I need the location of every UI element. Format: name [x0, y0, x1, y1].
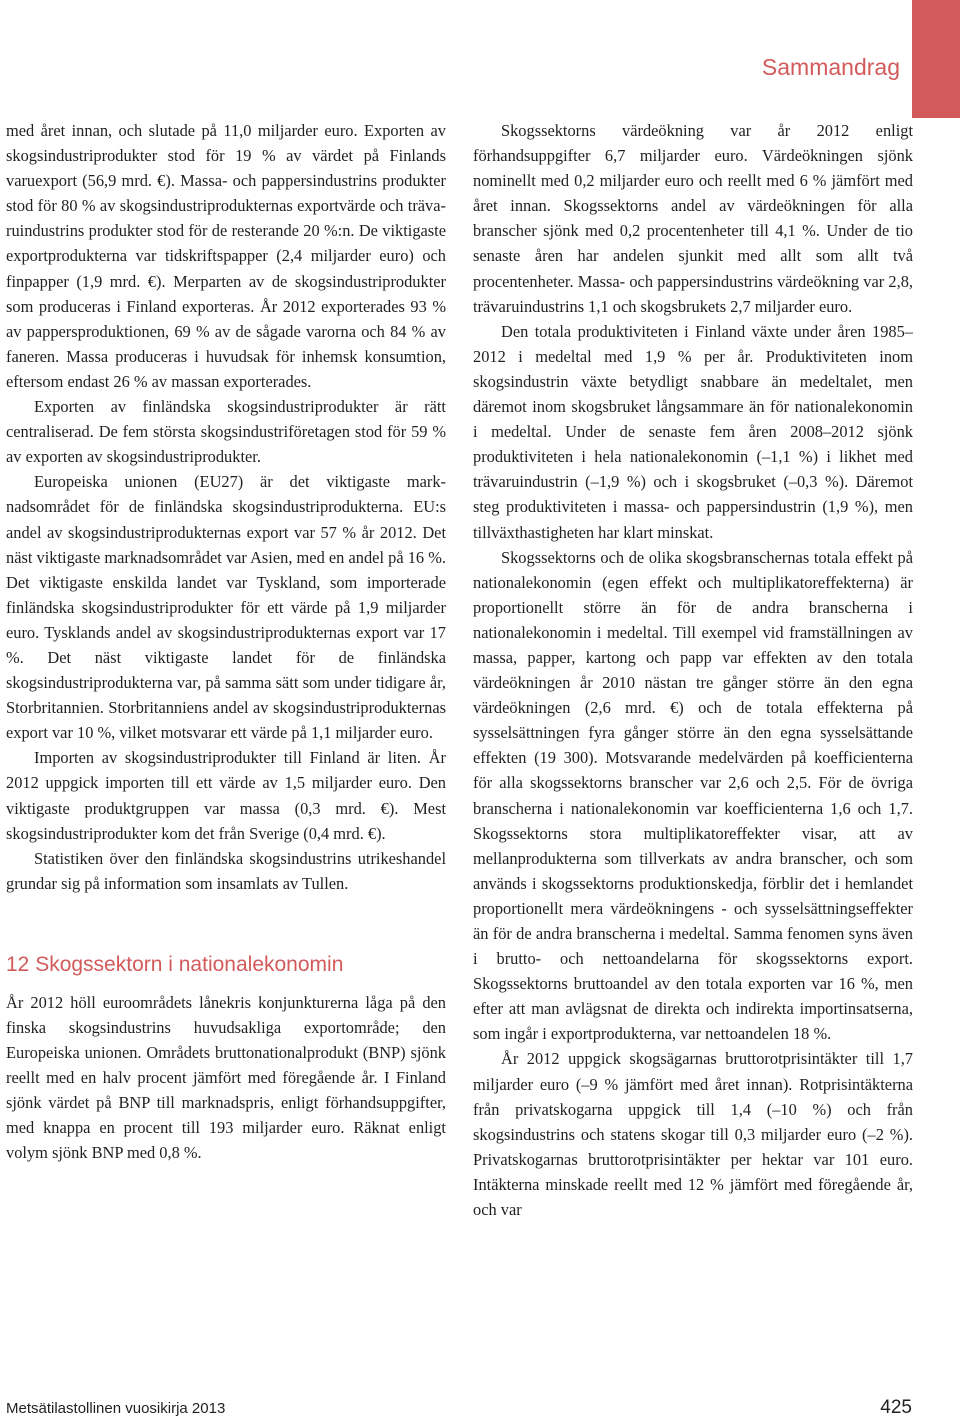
publication-title: Metsätilastollinen vuosikirja 2013 [6, 1400, 226, 1417]
paragraph: År 2012 uppgick skogsägarnas bruttorotprisintäkter till 1,7 miljarder euro (–9 % jämfört med året innan). Rotprisintäkterna från privatskogarna uppgick till 1,4 (–10 %) och från skogsindustrins och statens skogar till 0,3 miljarder euro (–2 %). Privatskogarnas bruttorotprisintäkter per hektar var 101 euro. Intäkterna minskade reellt med 12 % jämfört med föregående år, och var [473, 1049, 913, 1220]
page-number: 425 [880, 1397, 912, 1418]
paragraph: Statistiken över den finländska skogsindustrins utrikeshandel grundar sig på information som insamlats av Tullen. [6, 848, 446, 893]
left-column [6, 118, 446, 1166]
paragraph: Den totala produktiviteten i Finland växte under åren 1985–2012 i medeltal med 1,9 % per år. Produktiviteten inom skogsindustrin växte betydligt snabbare än medeltalet, men däremot inom skogsbruket långsammare än för nationalekonomin i medeltal. Under de senaste fem åren 2008–2012 sjönk produktiviteten i hela nationalekonomin (–1,1 %) i likhet med trävaruindustrin (–1,9 %) och i skogsbruket (–0,3 %). Däremot steg produktiviteten i massa- och pappersindustrin (1,9 %), men tillväxthastigheten har klart minskat. [473, 321, 913, 542]
paragraph: Skogssektorns värdeökning var år 2012 enligt förhandsuppgifter 6,7 miljarder euro. Värdeökningen sjönk nominellt med 0,2 miljarder euro och reellt med 6 % jämfört med året innan. Skogssektorns andel av värdeökningen för alla branscher sjönk med 0,2 procentenheter till 4,1 %. Under de tio senaste åren har andelen sjunkit med allt som allt två procentenheter. Massa- och pappersindustrins värdeökning var 2,8, trävaruindustrins 1,1 och skogsbrukets 2,7 miljarder euro. [473, 121, 913, 316]
paragraph: Skogssektorns och de olika skogsbranschernas totala effekt på nationalekonomin (egen effekt och multiplikatoreffekterna) är proportionellt större än för de andra branscherna i nationalekonomin i medeltal. Till exempel vid framställningen av massa, papper, kartong och papp var effekten av den totala värdeökningen år 2010 nästan tre gånger större än den egna värdeökningen (2,6 mrd. €) och de totala effekterna på sysselsättningen fyra gånger större än den egna sysselsättande effekten (19 300). Motsvarande medelvärden på koefficienterna för alla skogssektorns branscher var 2,6 och 2,5. För de övriga branscherna i nationalekonomin var koefficienterna 1,6 och 1,7. Skogssektorns stora multiplikatoreffekter visar, att av mellanprodukterna som tillverkats av andra branscher, och som används i skogssektorns produktionskedja, förblir det i hemlandet proportionellt mera värdeökningens - och sysselsättningseffekter än för de andra branscherna i medeltal. Samma fenomen syns även i brutto- och nettoandelarna för skogssektorns export. Skogssektorns bruttoandel av den totala exporten var 16 %, men efter att man avlägsnat de direkta och indirekta importinsatserna, som ingår i exportprodukterna, var nettoandelen 18 %. [473, 547, 913, 1044]
paragraph: Europeiska unionen (EU27) är det viktigaste marknadsområdet för de finländska skogsindustriprodukterna. EU:s andel av skogsindustriprodukternas export var 57 % år 2012. Det näst viktigaste marknadsområdet var Asien, med en andel på 16 %. Det viktigaste enskilda landet var Tyskland, som importerade finländska skogsindustriprodukter för ett värde på 1,9 miljarder euro. Tysklands andel av skogsindustriprodukternas export var 17 %. Det näst viktigaste landet för de finländska skogsindustriprodukterna var, på samma sätt som under tidigare år, Storbritannien. Storbritanniens andel av skogsindustriprodukternas export var 10 %, vilket motsvarar ett värde på 1,1 miljarder euro. [6, 472, 446, 743]
paragraph: Exporten av finländska skogsindustriprodukter är rätt centraliserad. De fem största skogsindustriföretagen stod för 59 % av exporten av skogsindustriprodukter. [6, 397, 446, 467]
section-label: Sammandrag [761, 54, 900, 80]
section-color-tab [912, 0, 960, 118]
page-footer [6, 1397, 912, 1419]
paragraph: med året innan, och slutade på 11,0 miljarder euro. Exporten av skogsindustriprodukter stod för 19 % av värdet på Finlands varuexport (56,9 mrd. €). Massa- och pappersindustrins produkter stod för 80 % av skogsindustriprodukternas exportvärde och trävaruindustrins produkter stod för de resterande 20 %:n. De viktigaste exportprodukterna var tidskriftspapper (2,4 miljarder euro) och finpapper (1,9 mrd. €). Merparten av de skogsindustriprodukter som produceras i Finland exporteras. År 2012 exporterades 93 % av pappersproduktionen, 69 % av de sågade varorna och 84 % av faneren. Massa produceras i huvudsak för inhemsk konsumtion, eftersom endast 26 % av massan exporterades. [6, 121, 446, 391]
paragraph: Importen av skogsindustriprodukter till Finland är liten. År 2012 uppgick importen till ett värde av 1,5 miljarder euro. Den viktigaste produktgruppen var massa (0,3 mrd. €). Mest skogsindustriprodukter kom det från Sverige (0,4 mrd. €). [6, 748, 446, 843]
paragraph: År 2012 höll euroområdets lånekris konjunkturerna låga på den finska skogsindustrins huvudsakliga exportområde; den Europeiska unionen. Områdets bruttonationalprodukt (BNP) sjönk reellt med en halv procent jämfört med föregående år. I Finland sjönk värdet på BNP till marknadspris, enligt förhandsuppgifter, med knappa en procent till 193 miljarder euro. Räknat enligt volym sjönk BNP med 0,8 %. [6, 992, 446, 1163]
right-column [473, 118, 913, 1222]
chapter-heading: 12 Skogssektorn i nationalekonomin [6, 952, 344, 976]
